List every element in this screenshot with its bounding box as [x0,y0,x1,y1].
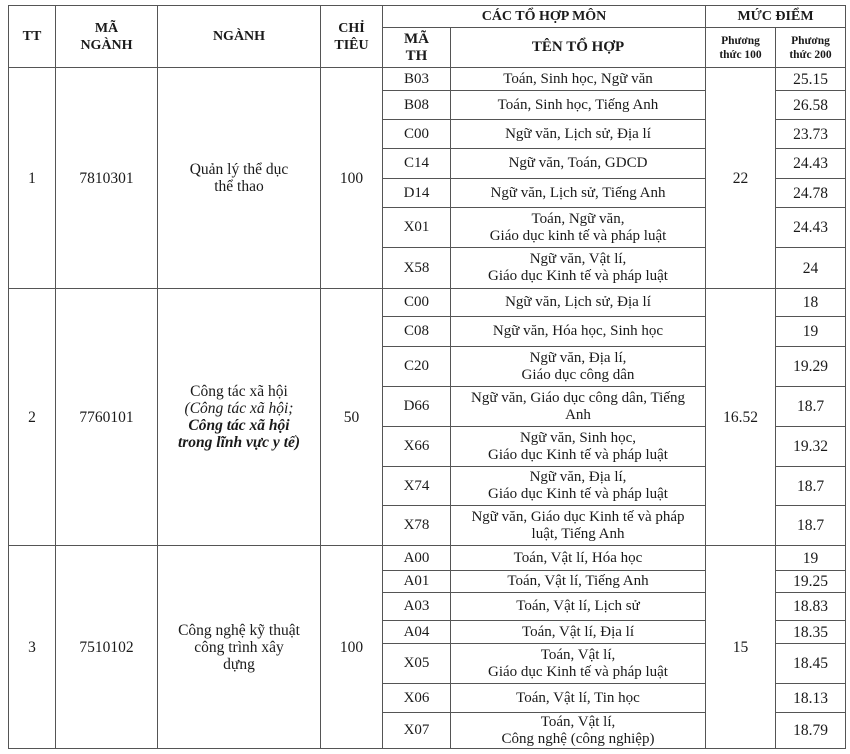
ten-to-hop-cell: Toán, Vật lí, Tiếng Anh [451,571,706,593]
ten-to-hop-cell: Toán, Vật lí, Hóa học [451,546,706,571]
pt200-cell: 23.73 [776,120,846,149]
nganh-cell: Công nghệ kỹ thuật công trình xây dựng [158,546,321,749]
ten-to-hop-cell: Toán, Vật lí, Địa lí [451,621,706,644]
ten-to-hop-cell: Ngữ văn, Địa lí, Giáo dục Kinh tế và pháp luật [451,467,706,506]
pt200-cell: 18.13 [776,684,846,713]
pt100-cell: 15 [706,546,776,749]
ma-th-cell: B03 [383,68,451,91]
pt200-cell: 26.58 [776,91,846,120]
ma-th-cell: C08 [383,317,451,347]
ma-th-cell: X01 [383,208,451,248]
ma-th-cell: X66 [383,427,451,467]
ma-th-cell: C20 [383,347,451,387]
table-row [9,546,846,571]
ma-th-cell: X05 [383,644,451,684]
header-ma-nganh: MÃ NGÀNH [56,6,158,68]
pt100-cell: 22 [706,68,776,289]
ten-to-hop-cell: Toán, Sinh học, Ngữ văn [451,68,706,91]
pt200-cell: 25.15 [776,68,846,91]
ma-nganh-cell: 7510102 [56,546,158,749]
pt200-cell: 18.45 [776,644,846,684]
header-tt: TT [9,6,56,68]
ten-to-hop-cell: Toán, Sinh học, Tiếng Anh [451,91,706,120]
ma-th-cell: X78 [383,506,451,546]
ten-to-hop-cell: Toán, Vật lí, Công nghệ (công nghiệp) [451,713,706,749]
ten-to-hop-cell: Ngữ văn, Sinh học, Giáo dục Kinh tế và pháp luật [451,427,706,467]
header-cac-to-hop-mon: CÁC TỔ HỢP MÔN [383,6,706,28]
ma-nganh-cell: 7760101 [56,289,158,546]
pt200-cell: 24.43 [776,208,846,248]
chi-tieu-cell: 100 [321,546,383,749]
table-row [9,289,846,317]
ten-to-hop-cell: Ngữ văn, Giáo dục công dân, Tiếng Anh [451,387,706,427]
pt100-cell: 16.52 [706,289,776,546]
ten-to-hop-cell: Ngữ văn, Toán, GDCD [451,149,706,179]
pt200-cell: 18 [776,289,846,317]
pt200-cell: 19 [776,546,846,571]
ten-to-hop-cell: Toán, Vật lí, Giáo dục Kinh tế và pháp luật [451,644,706,684]
ma-th-cell: C14 [383,149,451,179]
pt200-cell: 19.25 [776,571,846,593]
pt200-cell: 19 [776,317,846,347]
admission-scores-table [8,5,846,749]
nganh-cell: Công tác xã hội (Công tác xã hội; Công tác xã hội trong lĩnh vực y tế) [158,289,321,546]
pt200-cell: 18.79 [776,713,846,749]
ma-th-cell: A00 [383,546,451,571]
header-phuong-thuc-100: Phương thức 100 [706,28,776,68]
ten-to-hop-cell: Toán, Ngữ văn, Giáo dục kinh tế và pháp luật [451,208,706,248]
ten-to-hop-cell: Ngữ văn, Vật lí, Giáo dục Kinh tế và pháp luật [451,248,706,289]
header-muc-diem: MỨC ĐIỂM [706,6,846,28]
ma-th-cell: C00 [383,289,451,317]
ma-th-cell: A03 [383,593,451,621]
tt-cell: 3 [9,546,56,749]
ma-th-cell: B08 [383,91,451,120]
pt200-cell: 24.43 [776,149,846,179]
ma-th-cell: D14 [383,179,451,208]
pt200-cell: 18.35 [776,621,846,644]
ma-th-cell: C00 [383,120,451,149]
pt200-cell: 18.7 [776,506,846,546]
ma-th-cell: X07 [383,713,451,749]
pt200-cell: 24.78 [776,179,846,208]
pt200-cell: 19.29 [776,347,846,387]
ma-nganh-cell: 7810301 [56,68,158,289]
ten-to-hop-cell: Ngữ văn, Lịch sử, Địa lí [451,289,706,317]
ma-th-cell: X58 [383,248,451,289]
pt200-cell: 19.32 [776,427,846,467]
header-phuong-thuc-200: Phương thức 200 [776,28,846,68]
ma-th-cell: D66 [383,387,451,427]
header-ten-to-hop: TÊN TỔ HỢP [451,28,706,68]
tt-cell: 1 [9,68,56,289]
nganh-cell: Quản lý thể dục thể thao [158,68,321,289]
ma-th-cell: A04 [383,621,451,644]
tt-cell: 2 [9,289,56,546]
ma-th-cell: X74 [383,467,451,506]
header-chi-tieu: CHỈ TIÊU [321,6,383,68]
ten-to-hop-cell: Ngữ văn, Lịch sử, Địa lí [451,120,706,149]
pt200-cell: 24 [776,248,846,289]
pt200-cell: 18.7 [776,467,846,506]
ma-th-cell: A01 [383,571,451,593]
ma-th-cell: X06 [383,684,451,713]
ten-to-hop-cell: Ngữ văn, Giáo dục Kinh tế và pháp luật, Tiếng Anh [451,506,706,546]
table-row [9,68,846,91]
header-ma-th: MÃ TH [383,28,451,68]
chi-tieu-cell: 100 [321,68,383,289]
pt200-cell: 18.83 [776,593,846,621]
ten-to-hop-cell: Ngữ văn, Lịch sử, Tiếng Anh [451,179,706,208]
pt200-cell: 18.7 [776,387,846,427]
chi-tieu-cell: 50 [321,289,383,546]
ten-to-hop-cell: Toán, Vật lí, Tin học [451,684,706,713]
header-nganh: NGÀNH [158,6,321,68]
ten-to-hop-cell: Ngữ văn, Hóa học, Sinh học [451,317,706,347]
ten-to-hop-cell: Toán, Vật lí, Lịch sử [451,593,706,621]
ten-to-hop-cell: Ngữ văn, Địa lí, Giáo dục công dân [451,347,706,387]
